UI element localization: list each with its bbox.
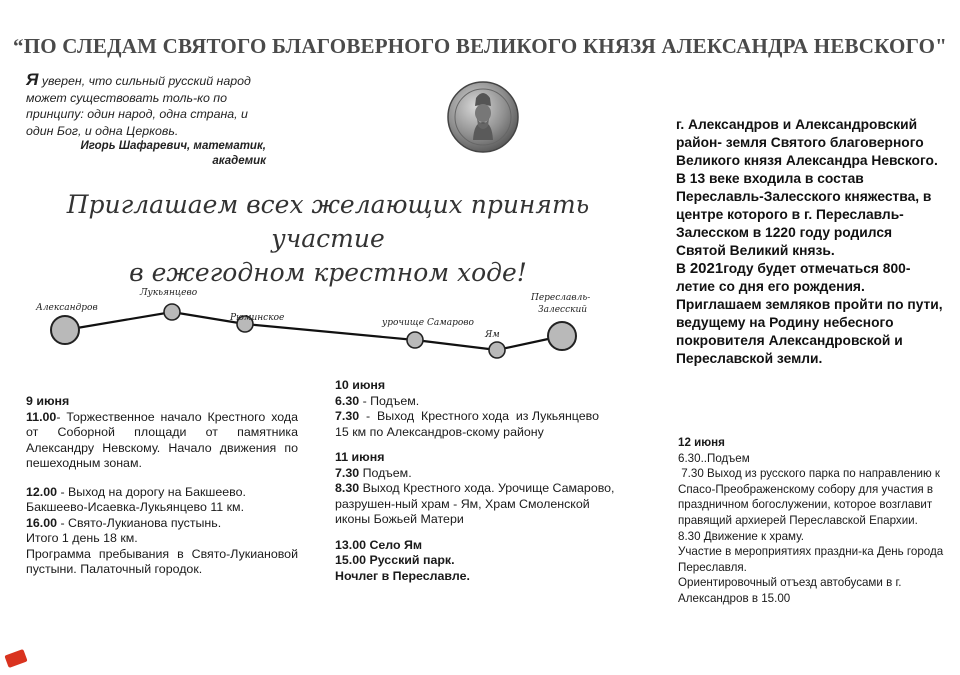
event-text: - Свято-Лукианова пустынь. [57, 515, 222, 530]
schedule-day-3 [335, 450, 615, 584]
time: 7.30 [335, 465, 360, 480]
day-3-event-3 [335, 538, 615, 554]
quote-body: уверен, что сильный русский народ может существовать толь-ко по принципу: один народ, одна страна, и один Бог, и одна Церковь. [26, 74, 251, 138]
route-node-pereslavl [548, 322, 576, 350]
time: 15.00 [335, 553, 367, 567]
time: 16.00 [26, 515, 58, 530]
day-3-event-1 [335, 466, 615, 482]
route-label-pereslavl-1: Переславль- [531, 293, 591, 303]
route-node-aleksandrov [51, 316, 79, 344]
alexander-nevsky-medal-icon [446, 80, 520, 154]
time: 7.30 [335, 409, 360, 423]
day-3-event-5: Ночлег в Переславле. [335, 568, 470, 583]
text-part: В [676, 261, 690, 276]
event-text: - Выход Крестного хода из Лукьянцево 15 км по Александров-скому району [335, 409, 630, 439]
day-3-event-2 [335, 481, 615, 528]
page-title: “ПО СЛЕДАМ СВЯТОГО БЛАГОВЕРНОГО ВЕЛИКОГО КНЯЗЯ АЛЕКСАНДРА НЕВСКОГО" [13, 34, 947, 58]
history-text-1: г. Александров и Александровский район- земля Святого благоверного Великого князя Александра Невского. В 13 веке входила в состав Переславль-Залесского княжества, в центре которого в г. Переславль-Залесском в 1220 году родился Святой Великий князь. [676, 117, 938, 258]
day-1-event-2b: Бакшеево-Исаевка-Лукьянцево 11 км. [26, 500, 245, 514]
time: 11.00 [26, 409, 57, 424]
route-label-yam: Ям [485, 330, 500, 340]
quote-author: Игорь Шафаревич, математик, академик [80, 140, 266, 167]
route-node-yam [489, 342, 505, 358]
invitation-line-1: Приглашаем всех желающих принять участие [66, 190, 590, 253]
day-1-date: 9 июня [26, 394, 70, 408]
route-node-lukyantsevo [164, 304, 180, 320]
route-label-pereslavl-2: Залесский [538, 305, 588, 315]
epigraph-quote [26, 72, 266, 169]
day-1-event-3 [26, 516, 298, 532]
route-label-aleksandrov: Александров [36, 303, 98, 313]
day-4-line-5: Ориентировочный отъезд автобусами в г. Александров в 15.00 [678, 576, 902, 605]
event-text: Русский парк. [366, 553, 455, 567]
event-text: - Подъем. [359, 393, 420, 408]
day-4-line-2: 7.30 Выход из русского парка по направлению к Спасо-Преображенскому собору для участия в праздничном богослужении, которое возглавит правящий архиерей Переславской Епархии. [678, 467, 944, 527]
day-3-event-4 [335, 553, 615, 569]
route-label-samarovo: урочище Самарово [382, 318, 474, 328]
schedule-day-2 [335, 378, 630, 584]
day-4-line-1: 6.30..Подъем [678, 451, 750, 465]
text-part: году будет отмечаться 800-летие со дня его рождения. [676, 261, 911, 294]
event-text: - Выход на дорогу на Бакшеево. [57, 484, 246, 499]
day-1-event-3b: Итого 1 день 18 км. [26, 531, 138, 545]
history-paragraph [676, 116, 944, 368]
event-text: Выход Крестного хода. Урочище Самарово, разрушен-ный храм - Ям, Храм Смоленской иконы Божьей Матери [335, 481, 615, 526]
day-2-event-1 [335, 394, 615, 410]
schedule-day-4 [678, 435, 948, 607]
day-4-line-3: 8.30 Движение к храму. [678, 529, 804, 543]
route-label-ryuminskoe: Рюминское [230, 313, 285, 323]
day-3-date: 11 июня [335, 450, 385, 464]
time: 13.00 [335, 537, 367, 552]
quote-text [26, 72, 266, 139]
day-4-line-4: Участие в мероприятиях праздни-ка День города Переславля. [678, 545, 944, 574]
event-text: Село Ям [366, 537, 423, 552]
anniversary-year: 2021 [689, 260, 724, 277]
history-text-3: Приглашаем земляков пройти по пути, ведущему на Родину небесного покровителя Александровской и Переславской земли. [676, 297, 943, 366]
route-label-lukyantsevo: Лукьянцево [140, 288, 198, 298]
schedule-day-1 [26, 394, 298, 578]
day-1-event-2 [26, 485, 298, 501]
route-node-samarovo [407, 332, 423, 348]
day-4-date: 12 июня [678, 436, 725, 449]
day-2-date: 10 июня [335, 378, 386, 392]
day-1-event-4: Программа пребывания в Свято-Лукиановой пустыни. Палаточный городок. [26, 546, 298, 576]
time: 12.00 [26, 484, 58, 499]
corner-logo-icon [4, 649, 27, 668]
time: 8.30 [335, 481, 360, 495]
event-text: - Торжественное начало Крестного хода от Соборной площади от памятника Александру Невскому. Начало движения по пешеходным зонам. [26, 409, 298, 470]
event-text: Подъем. [359, 465, 412, 480]
day-1-event-1 [26, 410, 298, 472]
quote-first-letter: Я [26, 70, 39, 89]
time: 6.30 [335, 393, 360, 408]
route-map [20, 280, 620, 380]
invitation-line-2: в ежегодном крестном ходе! [129, 258, 527, 287]
day-2-event-2 [335, 409, 630, 440]
history-text-2 [676, 260, 944, 296]
invitation-heading [18, 188, 638, 290]
